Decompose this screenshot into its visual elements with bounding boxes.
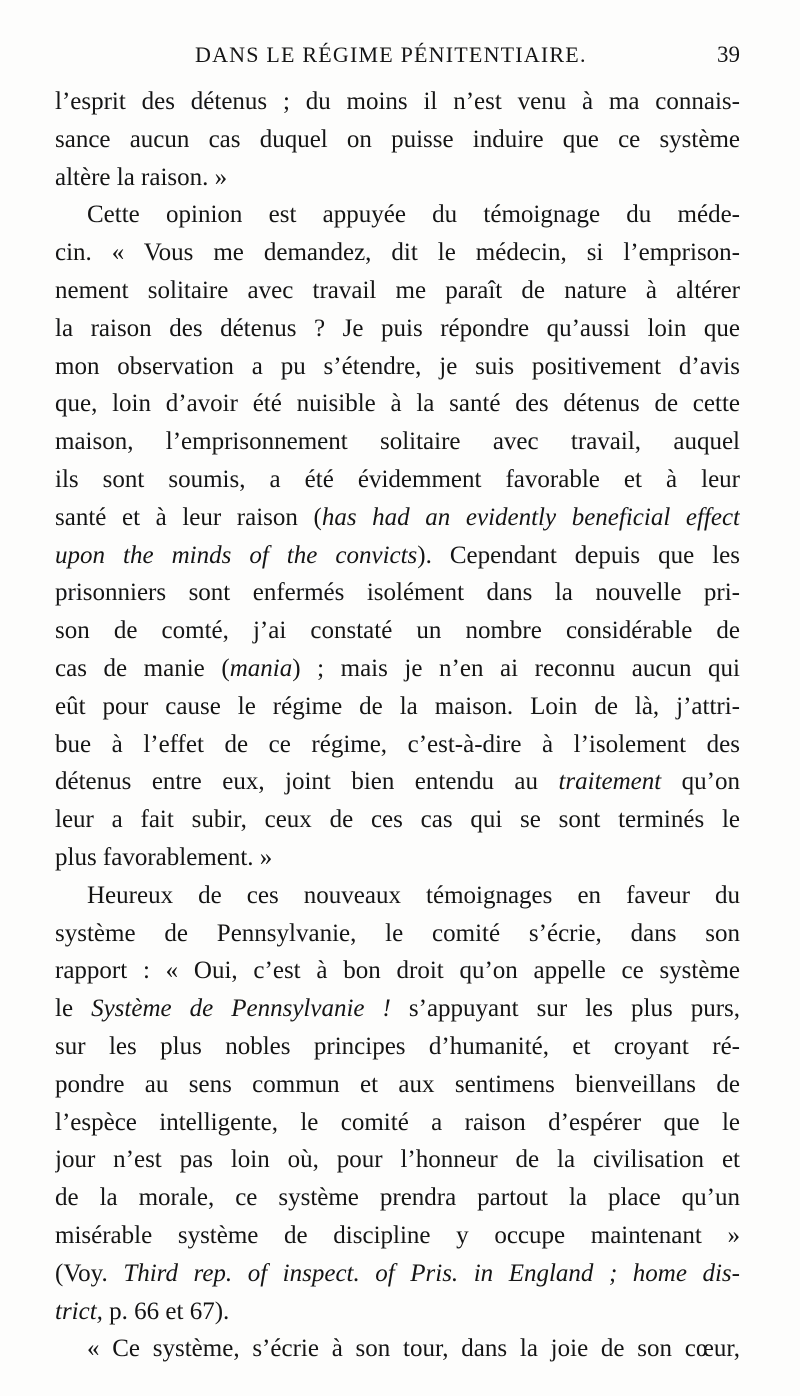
text-line <box>55 121 740 159</box>
text-line <box>55 650 740 688</box>
text-line <box>55 1217 740 1255</box>
text-line <box>55 1066 740 1104</box>
text-line <box>55 385 740 423</box>
text-run: pondre au sens commun et aux sentimens bienveillans de <box>55 1070 740 1098</box>
text-line <box>55 1028 740 1066</box>
text-run: « Ce système, s’écrie à son tour, dans la joie de son cœur, <box>87 1335 740 1363</box>
text-run: bue à l’effet de ce régime, c’est-à-dire à l’isolement des <box>55 730 740 758</box>
text-line <box>55 990 740 1028</box>
text-run: cas de manie ( <box>55 654 230 682</box>
text-run: altère la raison. » <box>55 163 228 191</box>
italic-text: mania <box>229 654 293 682</box>
text-run: s’appuyant sur les plus purs, <box>390 995 740 1023</box>
text-line <box>55 159 740 197</box>
text-run: de la morale, ce système prendra partout la place qu’un <box>55 1184 740 1212</box>
text-run: l’esprit des détenus ; du moins il n’est venu à ma connais- <box>55 88 740 115</box>
text-line <box>55 83 740 121</box>
text-run: système de Pennsylvanie, le comité s’écrie, dans son <box>55 919 740 947</box>
text-line <box>55 537 740 575</box>
running-header <box>55 42 740 82</box>
text-line <box>55 348 740 386</box>
text-run: Heureux de ces nouveaux témoignages en faveur du <box>87 881 740 909</box>
text-run: rapport : « Oui, c’est à bon droit qu’on appelle ce système <box>55 957 740 985</box>
text-run: prisonniers sont enfermés isolément dans la nouvelle pri- <box>55 579 740 607</box>
text-run: Cette opinion est appuyée du témoignage du méde- <box>87 201 740 229</box>
text-line <box>55 310 740 348</box>
text-run: plus favorablement. » <box>55 843 273 871</box>
text-line <box>55 1293 740 1331</box>
italic-text: traitement <box>558 768 662 796</box>
text-run: maison, l’emprisonnement solitaire avec travail, auquel <box>55 428 740 456</box>
text-run: santé et à leur raison ( <box>55 503 322 531</box>
text-run: leur a fait subir, ceux de ces cas qui se sont terminés le <box>55 806 740 834</box>
text-run: misérable système de discipline y occupe maintenant » <box>55 1221 740 1249</box>
text-run: jour n’est pas loin où, pour l’honneur de la civilisation et <box>55 1146 740 1174</box>
text-run: cin. « Vous me demandez, dit le médecin, si l’emprison- <box>55 239 740 267</box>
text-line <box>55 1255 740 1293</box>
text-line <box>55 1104 740 1142</box>
text-line <box>55 726 740 764</box>
text-run: le <box>55 995 92 1023</box>
text-run: eût pour cause le régime de la maison. Loin de là, j’attri- <box>55 692 740 720</box>
text-run: son de comté, j’ai constaté un nombre considérable de <box>55 617 740 645</box>
text-run: la raison des détenus ? Je puis répondre qu’aussi loin que <box>55 314 740 342</box>
text-line <box>55 461 740 499</box>
italic-text: Third rep. of inspect. of Pris. in England ; home dis- <box>123 1259 740 1287</box>
italic-text: has had an evidently beneficial effect <box>321 503 740 531</box>
text-run: (Voy. <box>55 1259 124 1287</box>
text-line <box>55 915 740 953</box>
text-run: l’espèce intelligente, le comité a raison d’espérer que le <box>55 1108 740 1136</box>
text-line <box>55 499 740 537</box>
page-number: 39 <box>717 42 740 67</box>
text-line <box>55 801 740 839</box>
text-line <box>55 839 740 877</box>
text-run: qu’on <box>661 768 740 796</box>
text-run: ). Cependant depuis que les <box>417 541 740 569</box>
text-run: nement solitaire avec travail me paraît de nature à altérer <box>55 276 740 304</box>
text-run: détenus entre eux, joint bien entendu au <box>55 768 559 796</box>
italic-text: trict, <box>55 1297 103 1325</box>
text-line <box>55 1330 740 1368</box>
italic-text: upon the minds of the convicts <box>55 541 418 569</box>
text-line <box>55 877 740 915</box>
text-line <box>55 688 740 726</box>
text-line <box>55 423 740 461</box>
text-run: sance aucun cas duquel on puisse induire que ce système <box>55 125 740 153</box>
text-line <box>55 612 740 650</box>
italic-text: Système de Pennsylvanie ! <box>91 995 391 1023</box>
text-run: ) ; mais je n’en ai reconnu aucun qui <box>292 654 740 682</box>
text-run: p. 66 et 67). <box>102 1297 230 1325</box>
body-text <box>55 83 740 1368</box>
text-line <box>55 952 740 990</box>
text-line <box>55 1141 740 1179</box>
text-line <box>55 272 740 310</box>
text-line <box>55 763 740 801</box>
running-title: DANS LE RÉGIME PÉNITENTIAIRE. <box>195 42 587 67</box>
text-run: que, loin d’avoir été nuisible à la santé des détenus de cette <box>55 390 740 418</box>
text-line <box>55 234 740 272</box>
text-run: mon observation a pu s’étendre, je suis positivement d’avis <box>55 352 740 380</box>
text-line <box>55 196 740 234</box>
text-line <box>55 1179 740 1217</box>
text-line <box>55 574 740 612</box>
text-run: sur les plus nobles principes d’humanité, et croyant ré- <box>55 1032 740 1060</box>
text-run: ils sont soumis, a été évidemment favorable et à leur <box>55 465 740 493</box>
